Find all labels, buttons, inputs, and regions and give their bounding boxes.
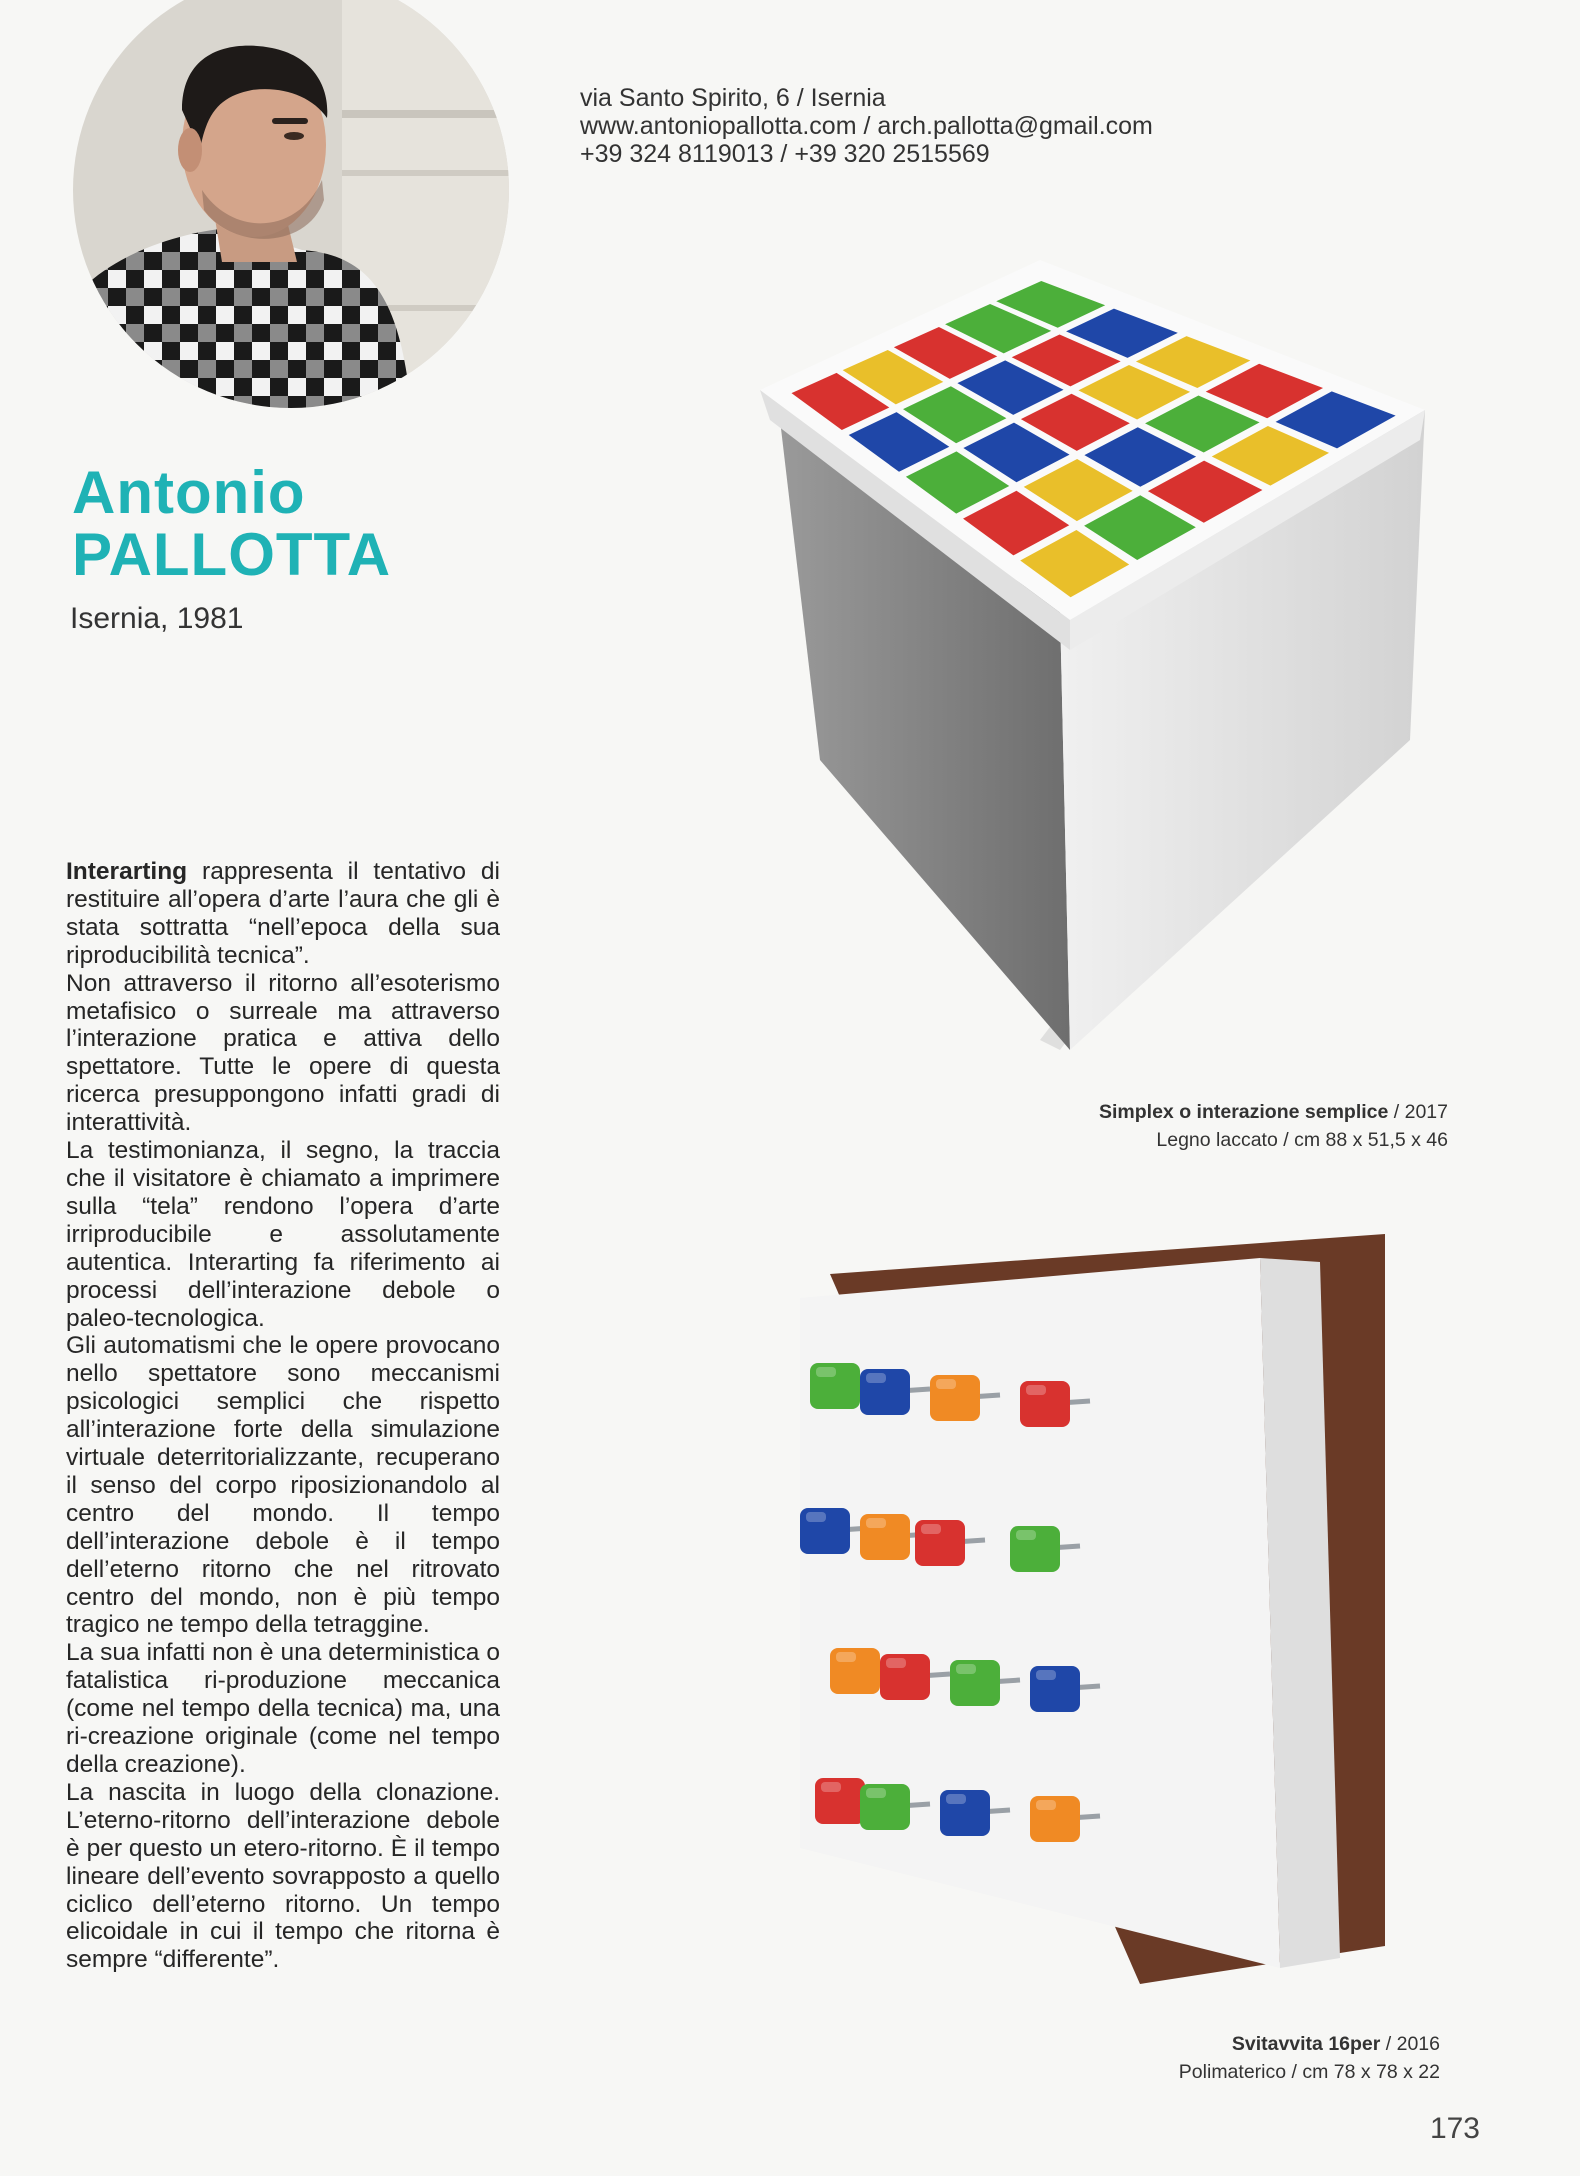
statement-paragraph: La testimonianza, il segno, la traccia che il visitatore è chiamato a imprimere sulla “tela” rendono l’opera d’arte irriproducibile e assolutamente autentica. Interarting fa riferimento ai processi dell’interazione debole o paleo-tecnologica.	[66, 1137, 500, 1332]
knob-highlight	[806, 1512, 826, 1522]
artwork-simplex-image	[740, 240, 1430, 1060]
page-number: 173	[1429, 2112, 1480, 2145]
artwork-svitavvita-title: Svitavvita 16per	[1231, 2033, 1381, 2055]
artist-last-name: PALLOTTA	[72, 521, 392, 588]
knob-highlight	[1026, 1385, 1046, 1395]
statement-paragraph: Interarting rappresenta il tentativo di restituire all’opera d’arte l’aura che gli è stata sottratta “nell’epoca della sua riproducibilità tecnica”.	[66, 858, 500, 969]
knob-highlight	[836, 1652, 856, 1662]
knob-highlight	[816, 1367, 836, 1377]
knob-highlight	[866, 1788, 886, 1798]
knob-highlight	[886, 1658, 906, 1668]
knob-highlight	[866, 1518, 886, 1528]
artist-first-name: Antonio	[72, 459, 306, 526]
artwork-simplex-title: Simplex o interazione semplice	[1099, 1101, 1389, 1123]
knob-highlight	[946, 1794, 966, 1804]
artwork-svitavvita-image	[760, 1228, 1400, 1998]
address: via Santo Spirito, 6 / Isernia	[580, 84, 886, 112]
statement-paragraph: La sua infatti non è una deterministica o fatalistica ri-produzione meccanica (come nel tempo della tecnica) ma, una ri-creazione originale (come nel tempo della creazione).	[66, 1639, 500, 1778]
artist-portrait	[72, 0, 510, 418]
artwork-simplex-year: / 2017	[1388, 1101, 1448, 1123]
artwork-simplex-caption	[1099, 1098, 1448, 1154]
artwork-svitavvita-caption	[1179, 2030, 1440, 2086]
statement-paragraph: Gli automatismi che le opere provocano nello spettatore sono meccanismi psicologici semplici che rispetto all’interazione forte della simulazione virtuale deterritorializzante, recuperano il senso del corpo riposizionandolo al centro del mondo. Il tempo dell’interazione debole è il tempo dell’eterno ritorno che nel ritrovato centro del mondo, non è più tempo tragico ne tempo della tetraggine.	[66, 1332, 500, 1639]
knob-highlight	[1016, 1530, 1036, 1540]
knob-highlight	[866, 1373, 886, 1383]
artwork-svitavvita-year: / 2016	[1380, 2033, 1440, 2055]
phone-numbers: +39 324 8119013 / +39 320 2515569	[580, 140, 990, 168]
statement-paragraph: La nascita in luogo della clonazione. L’eterno-ritorno dell’interazione debole è per questo un etero-ritorno. È il tempo lineare dell’evento sovrapposto a quello ciclico dell’eterno ritorno. Un tempo elicoidale in cui il tempo che ritorna è sempre “differente”.	[66, 1778, 500, 1974]
knob-highlight	[1036, 1800, 1056, 1810]
artist-name	[72, 459, 392, 588]
knob-highlight	[936, 1379, 956, 1389]
statement-lead: Interarting	[66, 858, 188, 885]
knob-highlight	[821, 1782, 841, 1792]
artwork-simplex-details: Legno laccato / cm 88 x 51,5 x 46	[1156, 1129, 1448, 1151]
artist-birth: Isernia, 1981	[70, 602, 244, 635]
statement-paragraph: Non attraverso il ritorno all’esoterismo metafisico o surreale ma attraverso l’interazione pratica e attiva dello spettatore. Tutte le opere di questa ricerca presuppongono infatti gradi di interattività.	[66, 969, 500, 1137]
knob-highlight	[1036, 1670, 1056, 1680]
artwork-svitavvita-details: Polimaterico / cm 78 x 78 x 22	[1178, 2061, 1440, 2083]
website-email[interactable]: www.antoniopallotta.com / arch.pallotta@gmail.com	[580, 112, 1153, 140]
knob-highlight	[921, 1524, 941, 1534]
contact-block	[580, 84, 1153, 168]
artist-statement	[66, 858, 500, 1974]
knob-highlight	[956, 1664, 976, 1674]
